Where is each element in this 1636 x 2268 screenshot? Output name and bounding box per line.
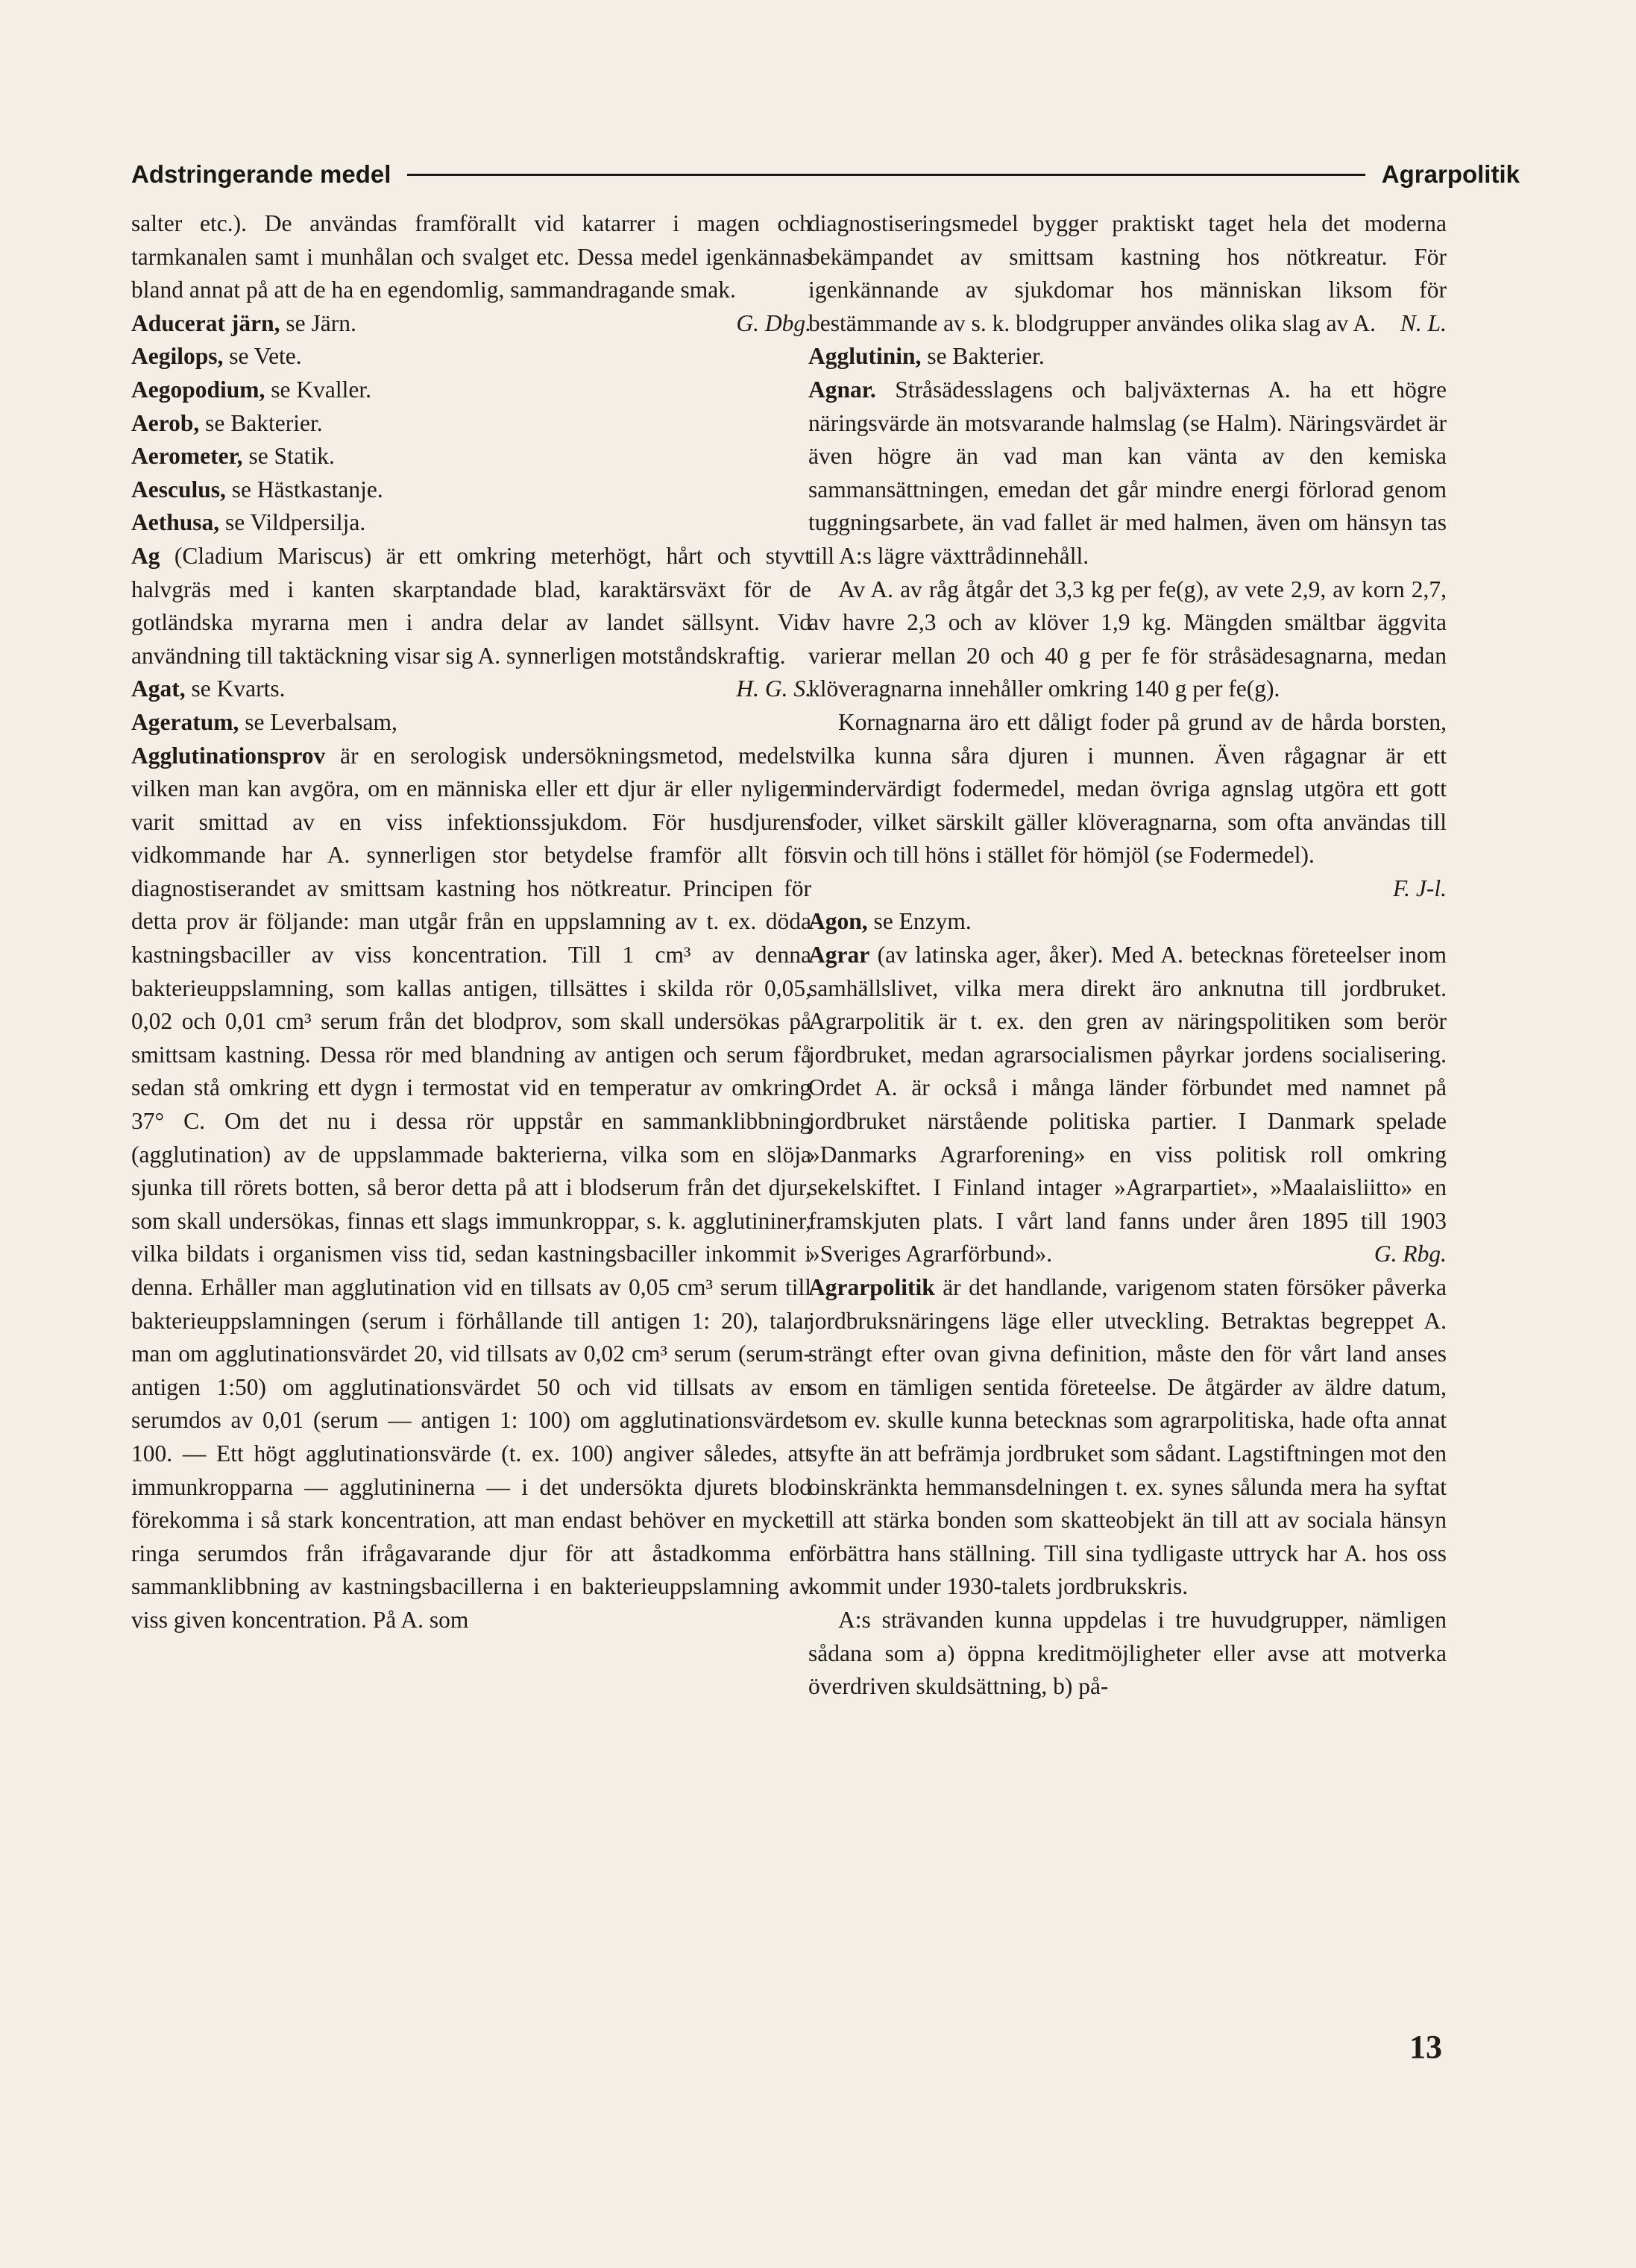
entry-text: se Vildpersilja. (219, 509, 366, 536)
entry-text: se Bakterier. (921, 343, 1045, 370)
entry-text: Stråsädesslagens och baljväxternas A. ha ett högre näringsvärde än motsvarande halmslag (se Halm). Näringsvärdet är även högre än vad man kan vänta av den kemiska sammansättningen, emedan det går mindre energi förlorad genom tuggningsarbete, än vad fallet är med halmen, även om hänsyn tas till A:s lägre växttrådinnehåll. (808, 376, 1447, 569)
left-column (131, 207, 811, 1637)
entry-headword: Agrarpolitik (808, 1274, 935, 1300)
entry-text: se Vete. (223, 343, 302, 370)
entry-headword: Agat, (131, 675, 186, 702)
entry-paragraph (131, 672, 811, 706)
entry-text: diagnostiseringsmedel bygger praktiskt taget hela det moderna bekämpandet av smittsam kastning hos nötkreatur. För igenkännande av sjukdomar hos människan liksom för bestämmande av s. k. blodgrupper användes olika slag av A. (808, 210, 1447, 336)
entry-headword: Aegilops, (131, 343, 224, 370)
entry-text: se Kvarts. (185, 675, 286, 702)
entry-paragraph (131, 740, 811, 1637)
entry-paragraph (808, 1271, 1447, 1604)
running-header (131, 152, 1520, 197)
header-rule (407, 174, 1365, 176)
entry-text: Kornagnarna äro ett dåligt foder på grund av de hårda borsten, vilka kunna såra djuren i munnen. Även rågagnar är ett mindervärdigt fodermedel, medan övriga agnslag utgöra ett gott foder, vilket särskilt gäller klöveragnarna, som ofta användas till svin och till höns i stället för hömjöl (se Fodermedel). (808, 708, 1447, 869)
entry-paragraph (808, 340, 1447, 374)
entry-paragraph (808, 1604, 1447, 1704)
entry-headword: Aegopodium, (131, 376, 265, 403)
author-signature: H. G. S. (736, 675, 811, 702)
entry-text: se Statik. (242, 443, 335, 470)
entry-text: är det handlande, varigenom staten försöker påverka jordbruksnäringens läge eller utveckling. Betraktas begreppet A. strängt efter ovan givna definition, måste den för vårt land anses som en tämligen sentida företeelse. De åtgärder av äldre datum, som ev. skulle kunna betecknas som agrarpolitiska, hade ofta annat syfte än att befrämja jordbruket som sådant. Lagstiftningen mot den oinskränkta hemmansdelningen t. ex. synes sålunda mera ha syftat till att stärka bonden som skatteobjekt än till att av sociala hänsyn förbättra hans ställning. Till sina tydligaste uttryck har A. hos oss kommit under 1930-talets jordbrukskris. (808, 1274, 1447, 1600)
entry-text: salter etc.). De användas framförallt vid katarrer i magen och tarmkanalen samt i munhålan och svalget etc. Dessa medel igenkännas bland annat på att de ha en egendomlig, sammandragande smak. (131, 210, 811, 303)
entry-headword: Ageratum, (131, 708, 239, 735)
author-signature: F. J-l. (1392, 875, 1447, 901)
entry-headword: Agrar (808, 942, 870, 968)
entry-paragraph (131, 706, 811, 740)
page-number: 13 (1409, 2029, 1442, 2065)
entry-paragraph (131, 407, 811, 441)
entry-paragraph (131, 506, 811, 540)
author-signature: N. L. (1400, 309, 1447, 336)
header-right-title: Agrarpolitik (1381, 160, 1520, 188)
entry-text: A:s strävanden kunna uppdelas i tre huvudgrupper, nämligen sådana som a) öppna kreditmöjligheter eller avse att motverka överdriven skuldsättning, b) på- (808, 1606, 1447, 1700)
entry-text: se Enzym. (867, 908, 972, 935)
right-column (808, 207, 1447, 1704)
entry-paragraph (808, 573, 1447, 706)
entry-paragraph (808, 905, 1447, 939)
entry-headword: Agon, (808, 908, 868, 935)
entry-headword: Aethusa, (131, 509, 220, 536)
author-signature: G. Dbg. (736, 309, 811, 336)
entry-headword: Agglutinin, (808, 343, 922, 370)
entry-paragraph (131, 473, 811, 507)
entry-headword: Aerometer, (131, 443, 243, 470)
entry-paragraph (808, 207, 1447, 340)
entry-text: se Järn. (280, 309, 356, 336)
entry-paragraph (131, 340, 811, 374)
entry-headword: Agnar. (808, 376, 876, 403)
entry-text: se Hästkastanje. (225, 476, 383, 503)
entry-headword: Aesculus, (131, 476, 226, 503)
entry-paragraph (808, 939, 1447, 1271)
entry-paragraph (808, 374, 1447, 573)
entry-text: är en serologisk undersökningsmetod, medelst vilken man kan avgöra, om en människa eller ett djur är eller nyligen varit smittad av en viss infektionssjukdom. För husdjurens vidkommande har A. synnerligen stor betydelse framför allt för diagnostiserandet av smittsam kastning hos nötkreatur. Principen för detta prov är följande: man utgår från en uppslamning av t. ex. döda kastningsbaciller av viss koncentration. Till 1 cm³ av denna bakterieuppslamning, som kallas antigen, tillsättes i skilda rör 0,05, 0,02 och 0,01 cm³ serum från det blodprov, som skall undersökas på smittsam kastning. Dessa rör med blandning av antigen och serum få sedan stå omkring ett dygn i termostat vid en temperatur av omkring 37° C. Om det nu i dessa rör uppstår en sammanklibbning (agglutination) av de uppslammade bakterierna, vilka som en slöja sjunka till rörets botten, så beror detta på att i blodserum från det djur, som skall undersökas, finnas ett slags immunkroppar, s. k. agglutininer, vilka bildats i organismen viss tid, sedan kastningsbaciller inkommit i denna. Erhåller man agglutination vid en tillsats av 0,05 cm³ serum till bakterieuppslamningen (serum i förhållande till antigen 1: 20), talar man om agglutinationsvärdet 20, vid tillsats av 0,02 cm³ serum (serum-antigen 1:50) om agglutinationsvärdet 50 och vid tillsats av en serumdos av 0,01 (serum — antigen 1: 100) om agglutinationsvärdet 100. — Ett högt agglutinationsvärde (t. ex. 100) angiver således, att immunkropparna — agglutininerna — i det undersökta djurets blod förekomma i så stark koncentration, att man endast behöver en mycket ringa serumdos från ifrågavarande djur för att åstadkomma en sammanklibbning av kastningsbacillerna i en bakterieuppslamning av viss given koncentration. På A. som (131, 742, 811, 1633)
entry-headword: Ag (131, 542, 160, 569)
entry-paragraph (131, 307, 811, 341)
entry-text: (Cladium Mariscus) är ett omkring meterhögt, hårt och styvt halvgräs med i kanten skarptandade blad, karaktärsväxt för de gotländska myrarna men i andra delar av landet sällsynt. Vid användning till taktäckning visar sig A. synnerligen motståndskraftig. (131, 542, 811, 669)
entry-text: (av latinska ager, åker). Med A. betecknas företeelser inom samhällslivet, vilka mera direkt äro anknutna till jordbruket. Agrarpolitik är t. ex. den gren av näringspolitiken som berör jordbruket, medan agrarsocialismen påyrkar jordens socialisering. Ordet A. är också i många länder förbundet med namnet på jordbruket närstående politiska partier. I Danmark spelade »Danmarks Agrarforening» en viss politisk roll omkring sekelskiftet. I Finland intager »Agrarpartiet», »Maalaisliitto» en framskjuten plats. I vårt land fanns under åren 1895 till 1903 »Sveriges Agrarförbund». (808, 942, 1447, 1267)
entry-text: Av A. av råg åtgår det 3,3 kg per fe(g), av vete 2,9, av korn 2,7, av havre 2,3 och av klöver 1,9 kg. Mängden smältbar äggvita varierar mellan 20 och 40 g per fe för stråsädesagnarna, medan klöveragnarna innehåller omkring 140 g per fe(g). (808, 576, 1447, 702)
header-left-title: Adstringerande medel (131, 160, 391, 188)
entry-headword: Aerob, (131, 409, 200, 436)
entry-text: se Bakterier. (199, 409, 323, 436)
entry-text: se Kvaller. (265, 376, 371, 403)
entry-paragraph (808, 706, 1447, 872)
entry-text: se Leverbalsam, (239, 708, 397, 735)
entry-paragraph (131, 440, 811, 473)
entry-headword: Agglutinationsprov (131, 742, 326, 769)
entry-paragraph (131, 374, 811, 407)
entry-headword: Aducerat järn, (131, 309, 280, 336)
author-signature: G. Rbg. (1374, 1241, 1447, 1267)
